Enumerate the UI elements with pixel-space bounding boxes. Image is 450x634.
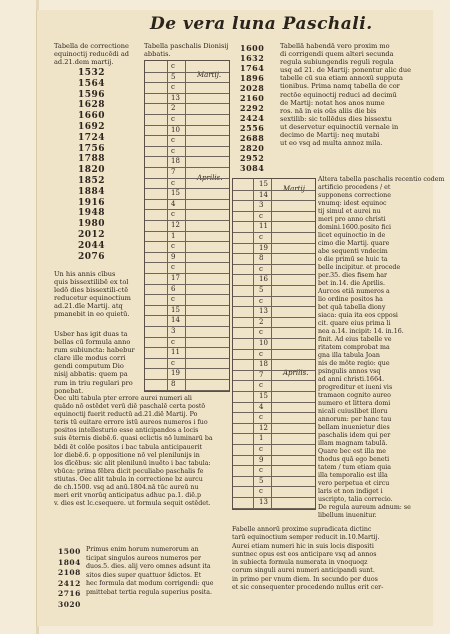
left-year-11: 1884 <box>78 186 106 197</box>
table-cell: 1 <box>171 231 176 240</box>
table-cell: 6 <box>171 284 176 293</box>
table-cell: c <box>171 263 175 272</box>
label-aprilis-2: Aprilis. <box>283 369 309 377</box>
table-cell: 7 <box>171 168 176 176</box>
table-cell: 5 <box>259 476 264 485</box>
table-cell: c <box>171 242 175 251</box>
left-year-7: 1756 <box>78 143 106 154</box>
bottom-paragraph-2: Primus enim horum numerorum an ticipat singulos aureos numeros per duos.5. dies. alij vero omnes adsunt ita sitos dies super quattuor ŝdictos. Et hec formula dat modum corrigendi: que pmittebat tertia regula superius posita. <box>86 546 214 596</box>
table-cell: 3 <box>171 327 176 335</box>
left-year-8: 1788 <box>78 154 106 165</box>
bottom-year-5: 3020 <box>58 599 81 609</box>
label-aprilis: Aprilis. <box>197 174 223 182</box>
table-cell: 5 <box>171 72 176 81</box>
left-year-14: 1980 <box>78 219 106 230</box>
table-cell: 10 <box>259 339 268 347</box>
table-cell: 19 <box>171 369 180 378</box>
table-cell: 14 <box>171 316 180 325</box>
table-cell: c <box>259 487 263 496</box>
bottom-year-1: 1804 <box>58 557 81 567</box>
table-cell: c <box>171 210 175 219</box>
right-paragraph: Altera tabella paschalis recentio codem artificio procedens / et supponens correctione vnumq: idest equinoc tij simul et aurei nu meri pro anno christi domini.1600.posito fici licet equinoctio in de cimo die Martij. quare abe sequenti vndecim o die primū se huic ta belle incipitur. et procede per.35. dies fisem har bet in.14. die Aprilis. Aurcos etiā numeros a lio ordine positos ha bet quā tabella diony siaca: quia ita eos cpposi cit. quare eius prima li nea a.14. incipit: 14. in.16. finit. Ad eius tabelle ve ritatem comprobat ma gna illa tabula Joan nis de môte regio: que psingulis annos vsq ad anni christi.1664. progreditur et iueni vis tramaon cognito aureo numero et littera domi nicali cuiuslibet illoru annorum: per hanc tau bellam inuenietur dies paschalis idem qui per illam magnam tabulā. Quare bec est illa me thodus quā ego beneti tatem / tum etiam quia illa temporalio est illa vero perpetua et circu laris et non indiget i uscripto, talia correcio. De regula aureum adnum: se libellum inuenitur. <box>318 176 445 519</box>
table-cell: c <box>259 445 263 453</box>
label-martij: Martij. <box>197 71 222 79</box>
bottom-year-column <box>58 546 86 626</box>
bottom-paragraph-1: Oec ulti tabula pter errore aurei numeri ali quādo nō ostēdet verū diē paschalē certa postō equinoctij fuerit reductū ad.21.diē Martij. Po teris tū euitare errore istū aureos numeros i fuo positos intellesturio esse anticipandos a locis suis ēternis diebē.6. quasi eclictis nō luminarū ba bēdi ēt colōe positos i bac tabula anticipauerit lor diebē.6. p oppositione nō vel plenilunijs in los dīcēbus: sic alit plenilunū inuēto i bac tabula: vbūca: prima fēbra dicit peculiabo paschalis fe stiutas. Oec alit tabula in correctione bz aurcu de ch.1500. vsq ad anū.1804.nā tūc aureū nu meri erit vnorūq anticipatus adhuc pa.1. diē.p v. dies est lc.csequere. ut formula sequit ostēdet. <box>54 395 213 508</box>
paschal-table-recent <box>232 178 316 510</box>
table-cell: 11 <box>171 348 180 357</box>
left-year-15: 2012 <box>78 230 106 240</box>
right-year-3: 1896 <box>240 73 265 83</box>
table-cell: c <box>259 264 263 273</box>
table-cell: 13 <box>259 307 268 316</box>
table-cell: 1 <box>259 434 264 443</box>
table-cell: 18 <box>171 157 180 166</box>
left-year-16: 2044 <box>78 240 106 251</box>
right-year-12: 3084 <box>240 163 265 173</box>
table-cell: 15 <box>259 180 268 188</box>
bottom-right-paragraph: Fabelle annorū proxime supradicata dictinc tarū equinoctium semper reducit in.10.Martij. Aurei etiam numeri hic in suis locis dispositi suntnec opus est eos anticipare vsq ad annos in subiecta formula numerata in vnoquoqz corum singuli aurei numeri anticipandi sunt. in primo per vnum diem. In secundo per duos et sic consequenter procedendo nullus erit cer- <box>232 526 384 592</box>
bottom-year-3: 2412 <box>58 578 81 588</box>
left-heading: Tabella de correctione equinoctij reducēdi ad ad.21.dem martij. <box>54 42 129 67</box>
right-year-6: 2292 <box>240 103 265 113</box>
table-cell: c <box>171 295 175 304</box>
mid-heading: Tabella paschalis Dionisij abbatis. <box>144 42 229 59</box>
table-cell: 9 <box>259 455 264 464</box>
right-year-7: 2424 <box>240 113 265 123</box>
table-cell: c <box>259 296 263 305</box>
left-paragraph-1: Un his annis cībus quis bissextilibē ex tol ledō dies bissextili-ctē reducetur equinoctium ad.21.dīe Martij. atq pmanebit in eo quietū. <box>54 270 131 319</box>
table-cell: 15 <box>171 189 180 198</box>
left-year-10: 1852 <box>78 176 106 186</box>
table-row <box>145 379 229 391</box>
right-top-paragraph: Tabellā habendā vero proxim mo di corrigendi quem alteri secunda regula subiungendis reguli regula usq ad 21. de Martij: ponentur alic due tabelle cū sua etiam annoxū supputa tionibus. Prima namq tabella de cor rectōe equinoctij reduci ad decimū de Martij: notat hos anos nume ros. nā in eis oūs aliis die bis sextilib: sic tollēdus dies bissextu ut deservetur equinoctiū vernale in decimo de Martij: neq mutabi ut eo vsq ad multa annoz mila. <box>280 42 411 148</box>
left-year-6: 1724 <box>78 132 106 143</box>
table-cell: c <box>259 381 263 390</box>
right-year-0: 1600 <box>240 43 265 53</box>
table-cell: 4 <box>171 199 176 208</box>
left-year-4: 1660 <box>78 111 106 122</box>
table-cell: c <box>171 83 175 92</box>
table-cell: c <box>171 146 175 155</box>
table-cell: 5 <box>259 286 264 294</box>
table-cell: 4 <box>259 402 264 411</box>
table-cell: 16 <box>259 275 268 284</box>
table-cell: 19 <box>259 243 268 252</box>
page-title: De vera luna Paschali. <box>150 14 373 34</box>
left-year-9: 1820 <box>78 165 106 176</box>
left-paragraph-2: Usber has igit duas ta bellas cū formula anno rum subiuncta: habebur clare ille modus corri gendi computum Dio nisij abbatis: quem pa rum in triu regulari pro ponebat. <box>54 330 135 395</box>
table-cell: c <box>259 413 263 422</box>
table-cell: c <box>259 233 263 241</box>
right-year-11: 2952 <box>240 153 265 163</box>
right-year-9: 2688 <box>240 133 265 143</box>
right-year-2: 1764 <box>240 63 265 73</box>
left-year-1: 1564 <box>78 78 106 89</box>
table-cell: c <box>259 466 263 475</box>
bottom-year-4: 2716 <box>58 589 81 598</box>
left-year-5: 1692 <box>78 122 106 132</box>
left-year-0: 1532 <box>78 68 106 78</box>
table-cell: 15 <box>171 305 180 314</box>
left-year-2: 1596 <box>78 89 106 100</box>
table-cell: c <box>259 349 263 358</box>
table-cell: c <box>171 337 175 346</box>
right-year-8: 2556 <box>240 123 265 133</box>
table-cell: 12 <box>259 423 268 432</box>
table-cell: 10 <box>171 125 180 134</box>
table-row <box>233 497 315 509</box>
left-year-17: 2076 <box>78 251 106 262</box>
table-cell: 15 <box>259 392 268 400</box>
table-cell: 13 <box>259 498 268 506</box>
table-cell: c <box>259 328 263 337</box>
table-cell: 14 <box>259 190 268 199</box>
table-cell: 18 <box>259 360 268 369</box>
table-cell: 2 <box>171 104 176 113</box>
right-year-1: 1632 <box>240 53 265 63</box>
table-cell: c <box>171 115 175 123</box>
table-cell: c <box>259 211 263 220</box>
bottom-year-2: 2108 <box>58 568 81 577</box>
table-cell: 9 <box>171 252 176 261</box>
table-cell: 13 <box>171 93 180 102</box>
table-cell: c <box>171 136 175 145</box>
table-cell: 8 <box>259 254 264 263</box>
table-cell: c <box>171 62 175 70</box>
label-martij-2: Martij. <box>283 185 308 193</box>
left-year-13: 1948 <box>78 208 106 219</box>
right-year-4: 2028 <box>240 83 265 93</box>
right-year-column <box>240 42 280 172</box>
left-year-12: 1916 <box>78 197 106 208</box>
table-cell: 2 <box>259 317 264 326</box>
paschal-table-dionysius <box>144 60 230 392</box>
table-cell: 7 <box>259 370 264 379</box>
left-year-column <box>78 67 128 267</box>
table-cell: 8 <box>171 380 176 388</box>
table-cell: 11 <box>259 222 268 231</box>
table-cell: 3 <box>259 201 264 210</box>
right-year-10: 2820 <box>240 143 265 153</box>
table-cell: c <box>171 358 175 367</box>
table-cell: 17 <box>171 274 180 282</box>
right-year-5: 2160 <box>240 93 265 103</box>
left-year-3: 1628 <box>78 100 106 111</box>
table-cell: c <box>171 178 175 187</box>
table-cell: 12 <box>171 221 180 229</box>
bottom-year-0: 1500 <box>58 547 81 556</box>
